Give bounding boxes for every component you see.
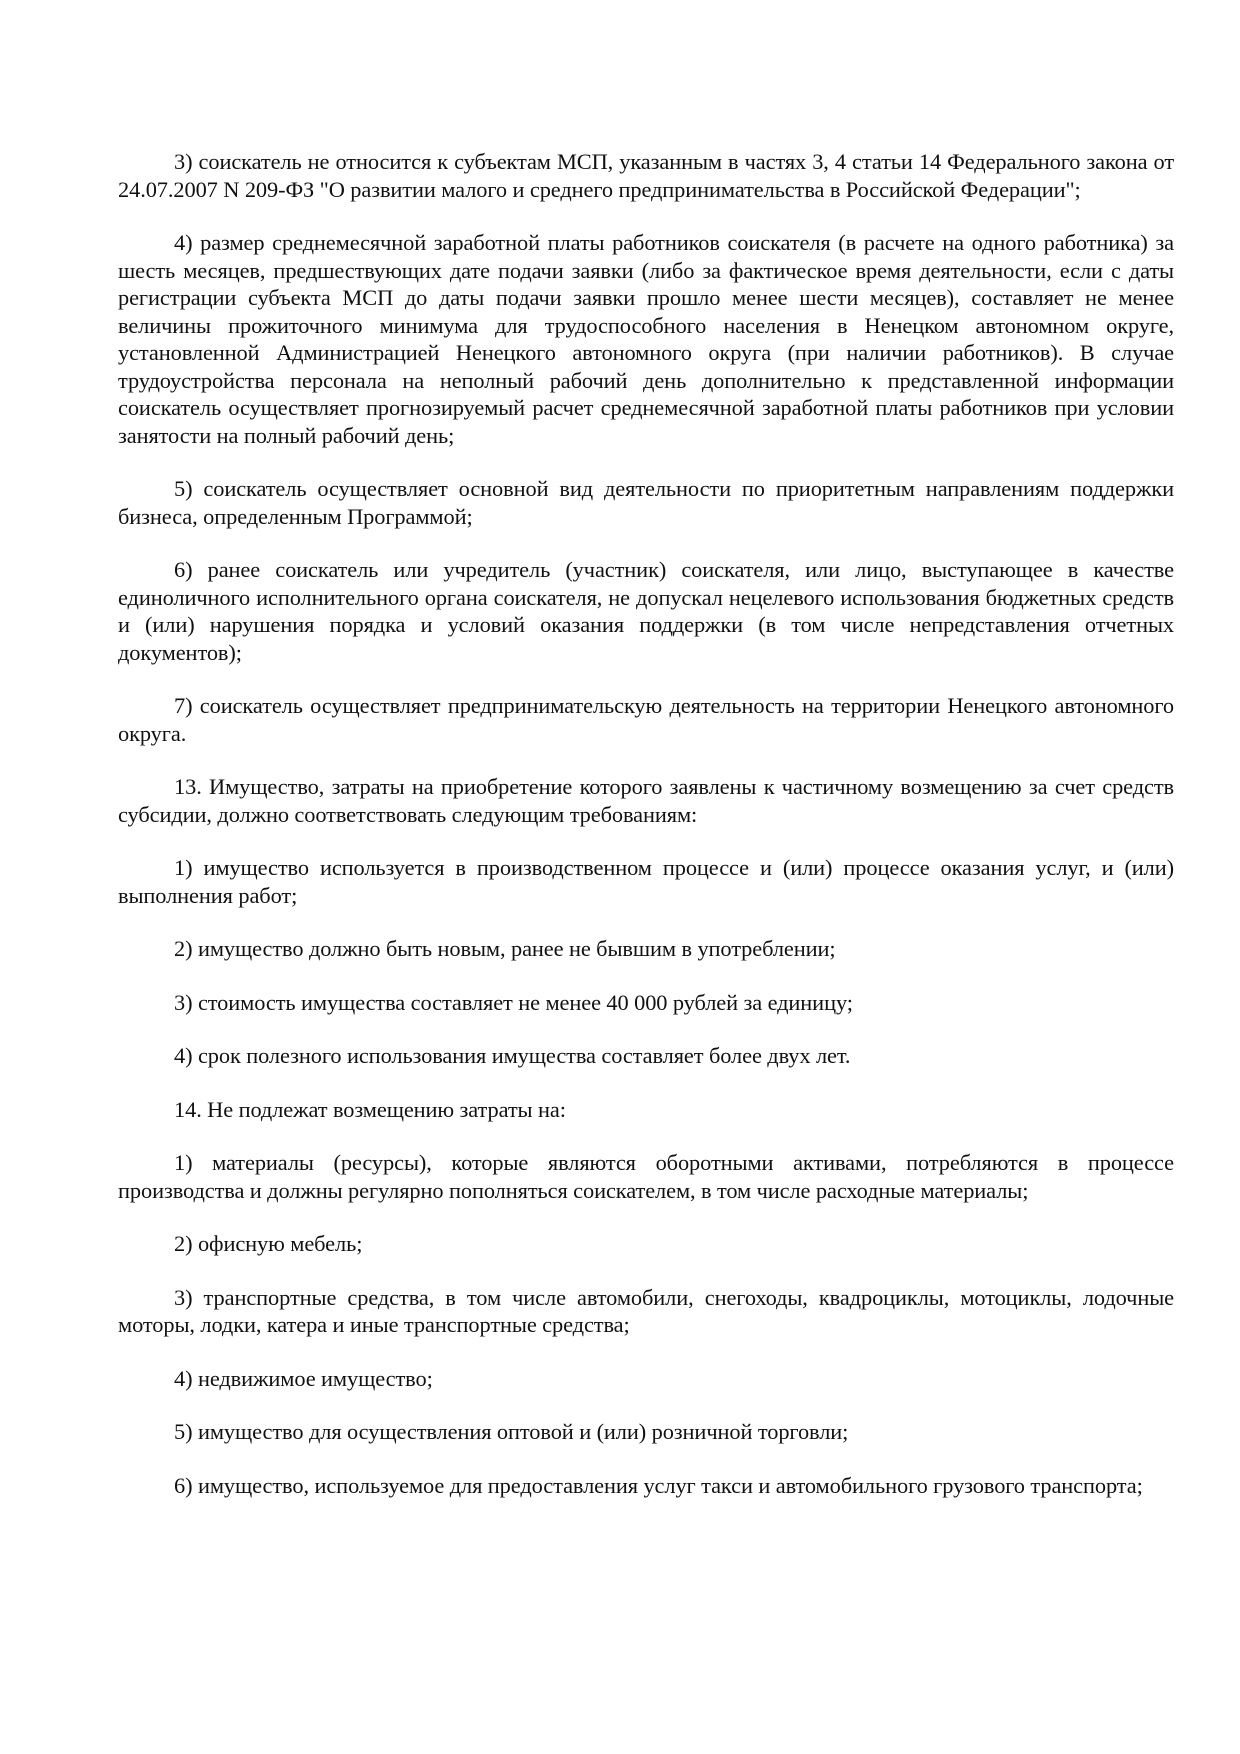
paragraph-section-14-item-6: 6) имущество, используемое для предоставления услуг такси и автомобильного грузового транспорта; — [174, 1472, 1143, 1498]
paragraph-section-14-item-5: 5) имущество для осуществления оптовой и (или) розничной торговли; — [174, 1419, 849, 1444]
paragraph-item-6-no-misuse: 6) ранее соискатель или учредитель (участник) соискателя, или лицо, выступающее в качестве единоличного исполнительного органа соискателя, не допускал нецелевого использования бюджетных средств и (или) нарушения порядка и условий оказания поддержки (в том числе непредставления отчетных документов); — [118, 557, 1174, 665]
paragraph-section-14-item-3: 3) транспортные средства, в том числе автомобили, снегоходы, квадроциклы, мотоциклы, лодочные моторы, лодки, катера и иные транспортные средства; — [118, 1284, 1174, 1337]
paragraph-item-5-priority-activity: 5) соискатель осуществляет основной вид деятельности по приоритетным направлениям поддержки бизнеса, определенным Программой; — [118, 476, 1174, 529]
paragraph-section-14-heading: 14. Не подлежат возмещению затраты на: — [174, 1096, 566, 1122]
document-page — [118, 148, 1174, 1525]
paragraph-section-13-item-4: 4) срок полезного использования имущества составляет более двух лет. — [174, 1043, 851, 1068]
paragraph-section-14-item-4: 4) недвижимое имущество; — [174, 1365, 433, 1391]
paragraph-section-13-item-1: 1) имущество используется в производственном процессе и (или) процессе оказания услуг, и (или) выполнения работ; — [118, 855, 1174, 908]
paragraph-item-3-msp-exclusion: 3) соискатель не относится к субъектам МСП, указанным в частях 3, 4 статьи 14 Федерального закона от 24.07.2007 N 209-ФЗ "О развитии малого и среднего предпринимательства в Российской Федерации"; — [118, 149, 1174, 202]
paragraph-item-4-average-salary: 4) размер среднемесячной заработной платы работников соискателя (в расчете на одного работника) за шесть месяцев, предшествующих дате подачи заявки (либо за фактическое время деятельности, если с даты регистрации субъекта МСП до даты подачи заявки прошло менее шести месяцев), составляет не менее величины прожиточного минимума для трудоспособного населения в Ненецком автономном округе, установленной Администрацией Ненецкого автономного округа (при наличии работников). В случае трудоустройства персонала на неполный рабочий день дополнительно к представленной информации соискатель осуществляет прогнозируемый расчет среднемесячной заработной платы работников при условии занятости на полный рабочий день; — [118, 230, 1174, 448]
paragraph-section-13-item-3: 3) стоимость имущества составляет не менее 40 000 рублей за единицу; — [174, 989, 853, 1015]
paragraph-section-13-heading: 13. Имущество, затраты на приобретение которого заявлены к частичному возмещению за счет средств субсидии, должно соответствовать следующим требованиям: — [118, 774, 1174, 827]
paragraph-section-14-item-2: 2) офисную мебель; — [174, 1231, 363, 1256]
paragraph-section-13-item-2: 2) имущество должно быть новым, ранее не бывшим в употреблении; — [174, 936, 836, 961]
paragraph-section-14-item-1: 1) материалы (ресурсы), которые являются оборотными активами, потребляются в процессе производства и должны регулярно пополняться соискателем, в том числе расходные материалы; — [118, 1150, 1174, 1203]
paragraph-item-7-territory: 7) соискатель осуществляет предпринимательскую деятельность на территории Ненецкого автономного округа. — [118, 693, 1174, 746]
